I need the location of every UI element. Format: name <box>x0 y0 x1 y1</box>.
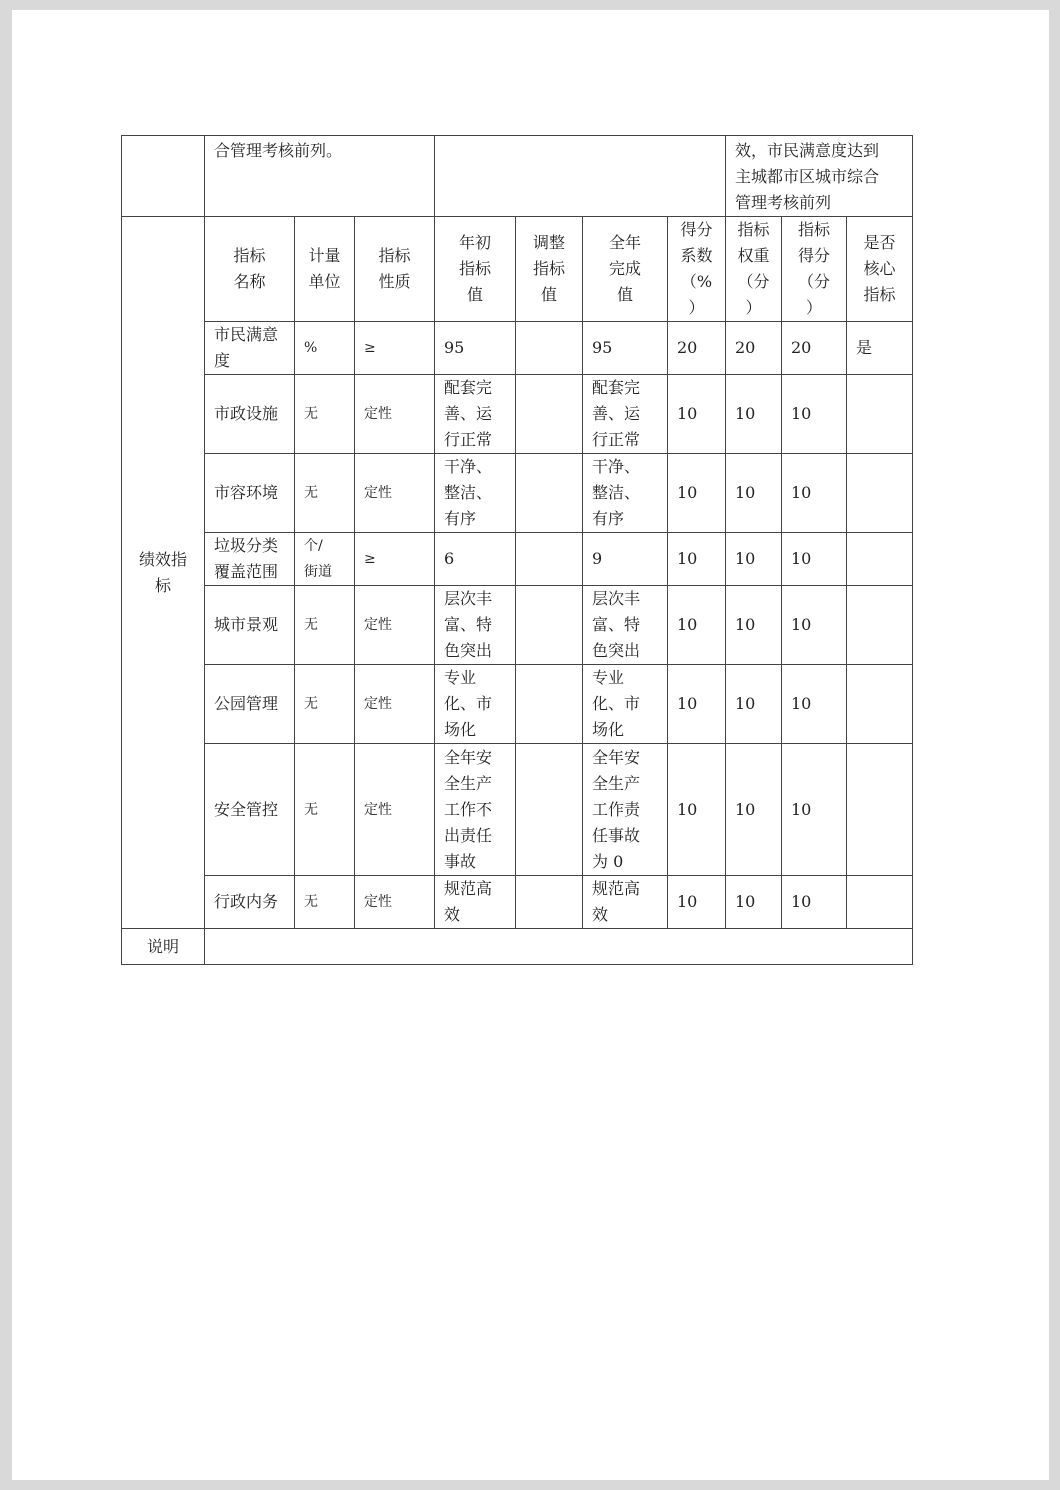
table-cell-core <box>847 533 913 586</box>
cell-text-name: 行政内务 <box>214 892 279 911</box>
table-cell-nature <box>355 744 435 876</box>
cell-text-weight: 10 <box>735 549 756 568</box>
header-cell <box>435 217 516 322</box>
section-label: 绩效指 标 <box>138 549 187 595</box>
cell-text-weight: 10 <box>735 892 756 911</box>
table-cell-score <box>782 375 847 454</box>
table-cell-score <box>782 322 847 375</box>
cell-text-nature: ≥ <box>364 340 376 356</box>
table-cell-adjusted <box>516 454 583 533</box>
table-cell-coef <box>668 454 726 533</box>
table-cell-initial <box>435 744 516 876</box>
footer-row <box>122 929 913 965</box>
cell-text-coef: 10 <box>677 615 698 634</box>
cell-text-unit: 无 <box>304 485 318 501</box>
table-cell-score <box>782 586 847 665</box>
cell-text-unit: 个/ 街道 <box>304 538 332 580</box>
cell-text-score: 20 <box>791 338 812 357</box>
table-cell-weight <box>726 665 782 744</box>
table-cell-initial <box>435 375 516 454</box>
cell-text-score: 10 <box>791 549 812 568</box>
section-label-cell <box>122 217 205 929</box>
footer-text-cell <box>205 929 913 965</box>
table-cell-name <box>205 322 295 375</box>
cell-text-completed: 层次丰 富、特 色突出 <box>592 589 641 660</box>
table-row <box>122 876 913 929</box>
header-cell <box>726 217 782 322</box>
carryover-blank-cell <box>122 136 205 217</box>
table-cell-completed <box>583 586 668 665</box>
table-cell-completed <box>583 744 668 876</box>
table-row <box>122 454 913 533</box>
carryover-row <box>122 136 913 217</box>
table-cell-coef <box>668 375 726 454</box>
table-cell-adjusted <box>516 533 583 586</box>
table-cell-nature <box>355 876 435 929</box>
header-completed-value: 全年 完成 值 <box>608 233 641 304</box>
cell-text-name: 垃圾分类 覆盖范围 <box>214 536 279 581</box>
cell-text-initial: 干净、 整洁、 有序 <box>444 457 493 528</box>
table-cell-adjusted <box>516 744 583 876</box>
cell-text-core: 是 <box>856 338 873 357</box>
table-cell-name <box>205 586 295 665</box>
table-cell-score <box>782 876 847 929</box>
table-cell-unit <box>295 744 355 876</box>
table-cell-name <box>205 375 295 454</box>
header-initial-value: 年初 指标 值 <box>458 233 491 304</box>
cell-text-weight: 20 <box>735 338 756 357</box>
table-cell-nature <box>355 322 435 375</box>
table-cell-weight <box>726 533 782 586</box>
table-cell-nature <box>355 454 435 533</box>
cell-text-coef: 10 <box>677 549 698 568</box>
cell-text-name: 城市景观 <box>214 615 279 634</box>
table-cell-name <box>205 454 295 533</box>
table-cell-nature <box>355 533 435 586</box>
carryover-right-cell <box>726 136 913 217</box>
cell-text-nature: 定性 <box>364 801 392 818</box>
cell-text-unit: % <box>304 340 318 356</box>
cell-text-score: 10 <box>791 799 812 819</box>
cell-text-nature: 定性 <box>364 894 392 910</box>
cell-text-completed: 全年安 全生产 工作责 任事故 为 0 <box>592 747 641 871</box>
table-cell-completed <box>583 876 668 929</box>
cell-text-coef: 10 <box>677 799 698 819</box>
table-row <box>122 375 913 454</box>
cell-text-unit: 无 <box>304 894 318 910</box>
cell-text-initial: 层次丰 富、特 色突出 <box>444 589 493 660</box>
cell-text-unit: 无 <box>304 617 318 633</box>
footer-label: 说明 <box>146 936 179 956</box>
table-cell-coef <box>668 322 726 375</box>
cell-text-score: 10 <box>791 892 812 911</box>
header-unit: 计量 单位 <box>308 246 341 291</box>
table-cell-nature <box>355 586 435 665</box>
table-cell-name <box>205 665 295 744</box>
cell-text-unit: 无 <box>304 801 318 818</box>
cell-text-completed: 干净、 整洁、 有序 <box>592 457 641 528</box>
header-nature: 指标 性质 <box>378 246 411 291</box>
table-cell-core <box>847 876 913 929</box>
table-cell-initial <box>435 586 516 665</box>
header-cell <box>668 217 726 322</box>
cell-text-score: 10 <box>791 615 812 634</box>
table-cell-unit <box>295 586 355 665</box>
cell-text-completed: 9 <box>592 549 603 568</box>
header-weight: 指标 权重 （分 ） <box>737 220 770 317</box>
table-cell-adjusted <box>516 322 583 375</box>
header-score-coefficient: 得分 系数 （% ） <box>680 220 713 317</box>
header-cell <box>782 217 847 322</box>
cell-text-initial: 6 <box>444 549 455 568</box>
cell-text-nature: 定性 <box>364 617 392 633</box>
table-cell-score <box>782 454 847 533</box>
header-row <box>122 217 913 322</box>
table-cell-unit <box>295 454 355 533</box>
table-cell-core <box>847 375 913 454</box>
cell-text-completed: 规范高 效 <box>592 879 641 924</box>
table-cell-weight <box>726 586 782 665</box>
cell-text-initial: 规范高 效 <box>444 879 493 924</box>
table-cell-coef <box>668 876 726 929</box>
cell-text-score: 10 <box>791 404 812 423</box>
table-row <box>122 533 913 586</box>
table-cell-weight <box>726 876 782 929</box>
table-cell-nature <box>355 665 435 744</box>
footer-label-cell <box>122 929 205 965</box>
cell-text-nature: 定性 <box>364 406 392 422</box>
table-cell-unit <box>295 665 355 744</box>
cell-text-weight: 10 <box>735 404 756 423</box>
table-cell-core <box>847 744 913 876</box>
cell-text-weight: 10 <box>735 694 756 713</box>
table-cell-score <box>782 665 847 744</box>
carryover-right-text: 效，市民满意度达到 主城都市区城市综合 管理考核前列 <box>735 141 880 212</box>
table-cell-weight <box>726 454 782 533</box>
carryover-left-cell <box>205 136 435 217</box>
table-cell-unit <box>295 375 355 454</box>
table-cell-weight <box>726 744 782 876</box>
cell-text-score: 10 <box>791 483 812 502</box>
cell-text-name: 安全管控 <box>214 799 279 819</box>
cell-text-initial: 专业 化、市 场化 <box>444 668 493 739</box>
table-cell-core <box>847 586 913 665</box>
table-cell-completed <box>583 375 668 454</box>
table-cell-name <box>205 876 295 929</box>
table-cell-unit <box>295 322 355 375</box>
cell-text-coef: 20 <box>677 338 698 357</box>
table-row <box>122 586 913 665</box>
table-cell-adjusted <box>516 665 583 744</box>
table-cell-core <box>847 322 913 375</box>
table-cell-adjusted <box>516 876 583 929</box>
table-row <box>122 744 913 876</box>
table-cell-unit <box>295 533 355 586</box>
cell-text-name: 市政设施 <box>214 404 279 423</box>
table-cell-name <box>205 744 295 876</box>
header-indicator-name: 指标 名称 <box>233 246 266 291</box>
table-cell-adjusted <box>516 586 583 665</box>
cell-text-coef: 10 <box>677 694 698 713</box>
table-cell-score <box>782 744 847 876</box>
cell-text-completed: 专业 化、市 场化 <box>592 668 641 739</box>
cell-text-initial: 全年安 全生产 工作不 出责任 事故 <box>444 747 493 871</box>
table-cell-core <box>847 665 913 744</box>
performance-table <box>121 135 913 965</box>
cell-text-coef: 10 <box>677 892 698 911</box>
cell-text-weight: 10 <box>735 483 756 502</box>
table-cell-coef <box>668 744 726 876</box>
table-cell-initial <box>435 533 516 586</box>
table-cell-initial <box>435 876 516 929</box>
table-cell-score <box>782 533 847 586</box>
table-cell-coef <box>668 586 726 665</box>
table-cell-weight <box>726 375 782 454</box>
table-cell-completed <box>583 454 668 533</box>
table-cell-initial <box>435 454 516 533</box>
cell-text-nature: 定性 <box>364 696 392 712</box>
table-cell-completed <box>583 533 668 586</box>
cell-text-unit: 无 <box>304 406 318 422</box>
table-cell-completed <box>583 665 668 744</box>
table-cell-initial <box>435 322 516 375</box>
table-cell-nature <box>355 375 435 454</box>
cell-text-initial: 配套完 善、运 行正常 <box>444 378 493 449</box>
cell-text-coef: 10 <box>677 404 698 423</box>
document-page <box>12 10 1049 1480</box>
header-adjusted-value: 调整 指标 值 <box>532 233 565 304</box>
header-cell <box>516 217 583 322</box>
cell-text-name: 市民满意 度 <box>214 325 279 370</box>
cell-text-completed: 95 <box>592 338 613 357</box>
header-cell <box>205 217 295 322</box>
table-cell-completed <box>583 322 668 375</box>
header-cell <box>355 217 435 322</box>
cell-text-completed: 配套完 善、运 行正常 <box>592 378 641 449</box>
cell-text-initial: 95 <box>444 338 465 357</box>
table-cell-weight <box>726 322 782 375</box>
table-cell-name <box>205 533 295 586</box>
table-cell-core <box>847 454 913 533</box>
cell-text-name: 市容环境 <box>214 483 279 502</box>
cell-text-score: 10 <box>791 694 812 713</box>
header-score: 指标 得分 （分 ） <box>797 220 830 317</box>
carryover-middle-cell <box>435 136 726 217</box>
table-row <box>122 322 913 375</box>
table-cell-unit <box>295 876 355 929</box>
table-row <box>122 665 913 744</box>
header-cell <box>583 217 668 322</box>
table-cell-adjusted <box>516 375 583 454</box>
header-core-indicator: 是否 核心 指标 <box>863 233 896 304</box>
cell-text-nature: ≥ <box>364 551 376 567</box>
cell-text-nature: 定性 <box>364 485 392 501</box>
table-cell-initial <box>435 665 516 744</box>
header-cell <box>295 217 355 322</box>
carryover-left-text: 合管理考核前列。 <box>214 141 343 160</box>
cell-text-coef: 10 <box>677 483 698 502</box>
table-cell-coef <box>668 533 726 586</box>
table-cell-coef <box>668 665 726 744</box>
cell-text-weight: 10 <box>735 615 756 634</box>
cell-text-unit: 无 <box>304 696 318 712</box>
header-cell <box>847 217 913 322</box>
cell-text-name: 公园管理 <box>214 694 279 713</box>
cell-text-weight: 10 <box>735 799 756 819</box>
